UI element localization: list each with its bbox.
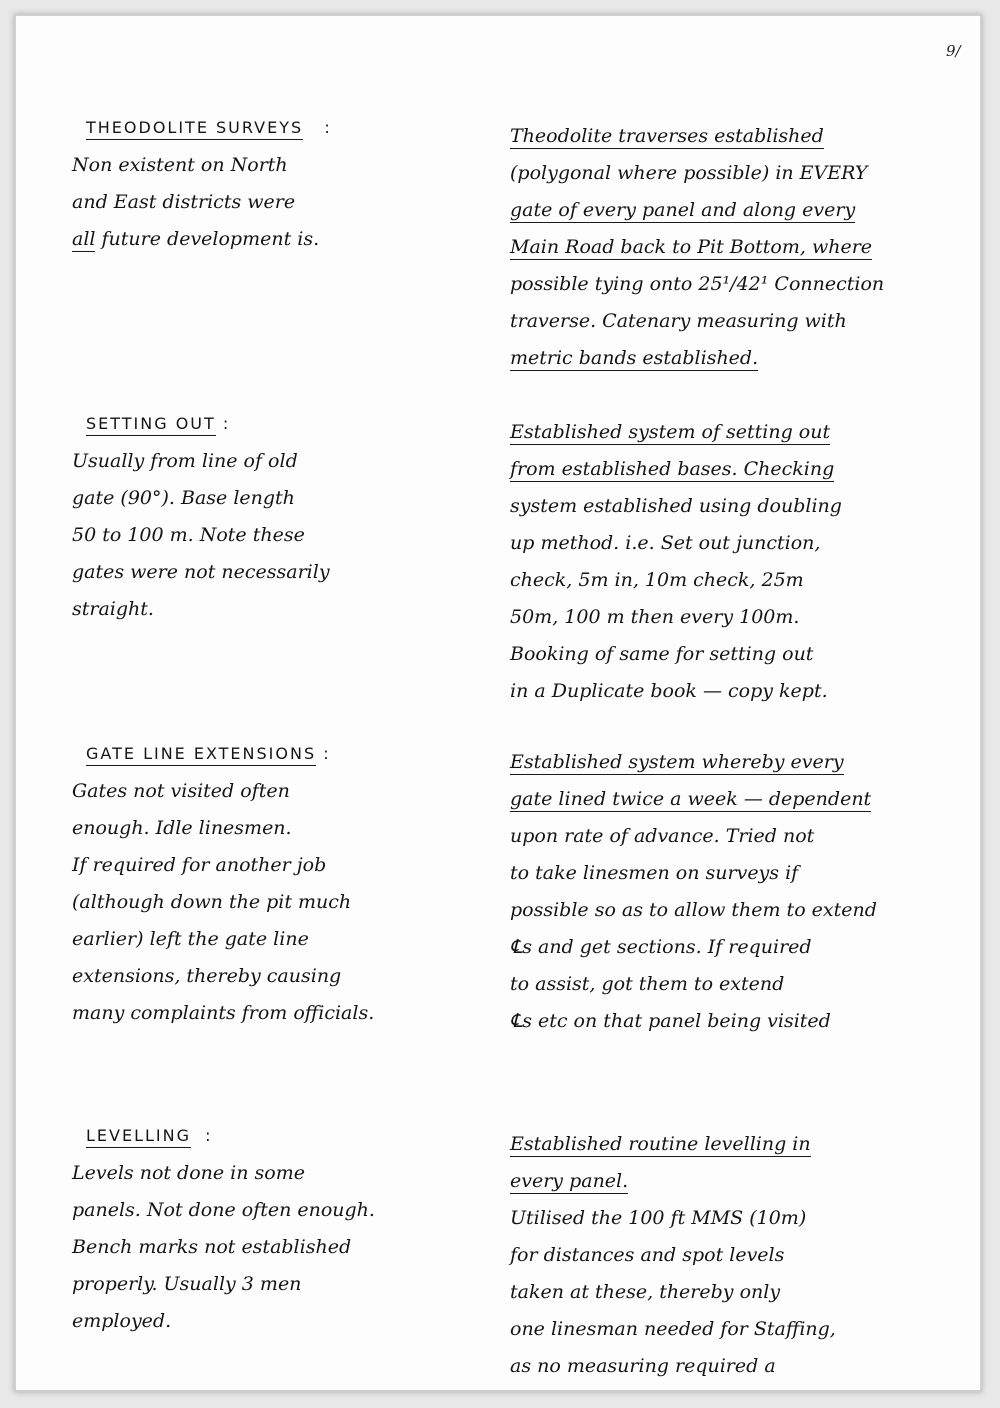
heading-colon: : bbox=[324, 118, 332, 137]
theodolite-surveys-after bbox=[510, 118, 980, 377]
setting-out-after bbox=[510, 414, 980, 710]
text-line bbox=[510, 451, 980, 488]
text-line: Utilised the 100 ft MMS (10m) bbox=[510, 1207, 807, 1229]
text-line: earlier) left the gate line bbox=[72, 928, 309, 950]
underlined-line: from established bases. Checking bbox=[510, 458, 835, 480]
levelling-before bbox=[72, 1126, 472, 1340]
section-heading bbox=[86, 1126, 213, 1145]
text-line: gates were not necessarily bbox=[72, 561, 330, 583]
text-line: taken at these, thereby only bbox=[510, 1281, 781, 1303]
text-line: straight. bbox=[72, 598, 154, 620]
text-line: (polygonal where possible) in EVERY bbox=[510, 162, 868, 184]
text-line: Gates not visited often bbox=[72, 780, 290, 802]
text-line: Non existent on North bbox=[72, 154, 288, 176]
heading-text: LEVELLING bbox=[86, 1126, 191, 1148]
heading-text: SETTING OUT bbox=[86, 414, 216, 436]
text-line: to assist, got them to extend bbox=[510, 973, 785, 995]
text-line bbox=[510, 229, 980, 266]
section-heading bbox=[86, 414, 230, 433]
section-heading bbox=[86, 118, 332, 137]
text-line: ℄s and get sections. If required bbox=[510, 936, 812, 958]
heading-colon: : bbox=[222, 414, 231, 433]
text-line bbox=[510, 1126, 980, 1163]
page-number: 9/ bbox=[946, 42, 961, 60]
text-line: possible so as to allow them to extend bbox=[510, 899, 877, 921]
text-line bbox=[510, 1163, 980, 1200]
underlined-word: all bbox=[72, 228, 96, 250]
setting-out-before bbox=[72, 414, 472, 628]
text-line: gate (90°). Base length bbox=[72, 487, 295, 509]
text-line: system established using doubling bbox=[510, 495, 842, 517]
text-line bbox=[510, 781, 980, 818]
heading-colon: : bbox=[323, 744, 331, 763]
text-line: many complaints from officials. bbox=[72, 1002, 375, 1024]
text-line bbox=[510, 118, 980, 155]
text-line: (although down the pit much bbox=[72, 891, 352, 913]
text-line: 50m, 100 m then every 100m. bbox=[510, 606, 800, 628]
underlined-line: Established system of setting out bbox=[510, 421, 831, 443]
text-line: as no measuring required a bbox=[510, 1355, 776, 1377]
text-line: If required for another job bbox=[72, 854, 327, 876]
theodolite-surveys-before bbox=[72, 118, 472, 258]
text-line: for distances and spot levels bbox=[510, 1244, 785, 1266]
text-line: Usually from line of old bbox=[72, 450, 298, 472]
text-line: in a Duplicate book — copy kept. bbox=[510, 680, 828, 702]
text-line: extensions, thereby causing bbox=[72, 965, 342, 987]
heading-colon: : bbox=[205, 1126, 213, 1145]
text-line: upon rate of advance. Tried not bbox=[510, 825, 815, 847]
text-line: ℄s etc on that panel being visited bbox=[510, 1010, 831, 1032]
underlined-line: Main Road back to Pit Bottom, where bbox=[510, 236, 873, 258]
text-line: properly. Usually 3 men bbox=[72, 1273, 302, 1295]
text-line bbox=[510, 414, 980, 451]
text-line bbox=[510, 340, 980, 377]
handwritten-page bbox=[14, 14, 982, 1392]
text-line: panels. Not done often enough. bbox=[72, 1199, 375, 1221]
gate-line-extensions-after bbox=[510, 744, 980, 1040]
text-rest: future development is. bbox=[95, 228, 320, 250]
levelling-after bbox=[510, 1126, 980, 1385]
text-line: 50 to 100 m. Note these bbox=[72, 524, 305, 546]
underlined-line: metric bands established. bbox=[510, 347, 759, 369]
text-line: up method. i.e. Set out junction, bbox=[510, 532, 821, 554]
heading-text: THEODOLITE SURVEYS bbox=[86, 118, 303, 140]
underlined-line: gate of every panel and along every bbox=[510, 199, 856, 221]
text-line: possible tying onto 25¹/42¹ Connection bbox=[510, 273, 885, 295]
text-line: employed. bbox=[72, 1310, 172, 1332]
heading-text: GATE LINE EXTENSIONS bbox=[86, 744, 316, 766]
text-line: check, 5m in, 10m check, 25m bbox=[510, 569, 804, 591]
underlined-line: Established routine levelling in bbox=[510, 1133, 811, 1155]
text-line: enough. Idle linesmen. bbox=[72, 817, 292, 839]
underlined-line: every panel. bbox=[510, 1170, 629, 1192]
text-line: Levels not done in some bbox=[72, 1162, 305, 1184]
text-line bbox=[510, 192, 980, 229]
section-heading bbox=[86, 744, 331, 763]
underlined-line: gate lined twice a week — dependent bbox=[510, 788, 872, 810]
text-line: traverse. Catenary measuring with bbox=[510, 310, 847, 332]
text-line: Bench marks not established bbox=[72, 1236, 352, 1258]
text-line bbox=[510, 744, 980, 781]
text-line: and East districts were bbox=[72, 191, 296, 213]
underlined-line: Theodolite traverses established bbox=[510, 125, 824, 147]
text-line bbox=[72, 221, 472, 258]
text-line: one linesman needed for Staffing, bbox=[510, 1318, 836, 1340]
text-line: Booking of same for setting out bbox=[510, 643, 814, 665]
text-line: to take linesmen on surveys if bbox=[510, 862, 799, 884]
underlined-line: Established system whereby every bbox=[510, 751, 844, 773]
gate-line-extensions-before bbox=[72, 744, 472, 1032]
